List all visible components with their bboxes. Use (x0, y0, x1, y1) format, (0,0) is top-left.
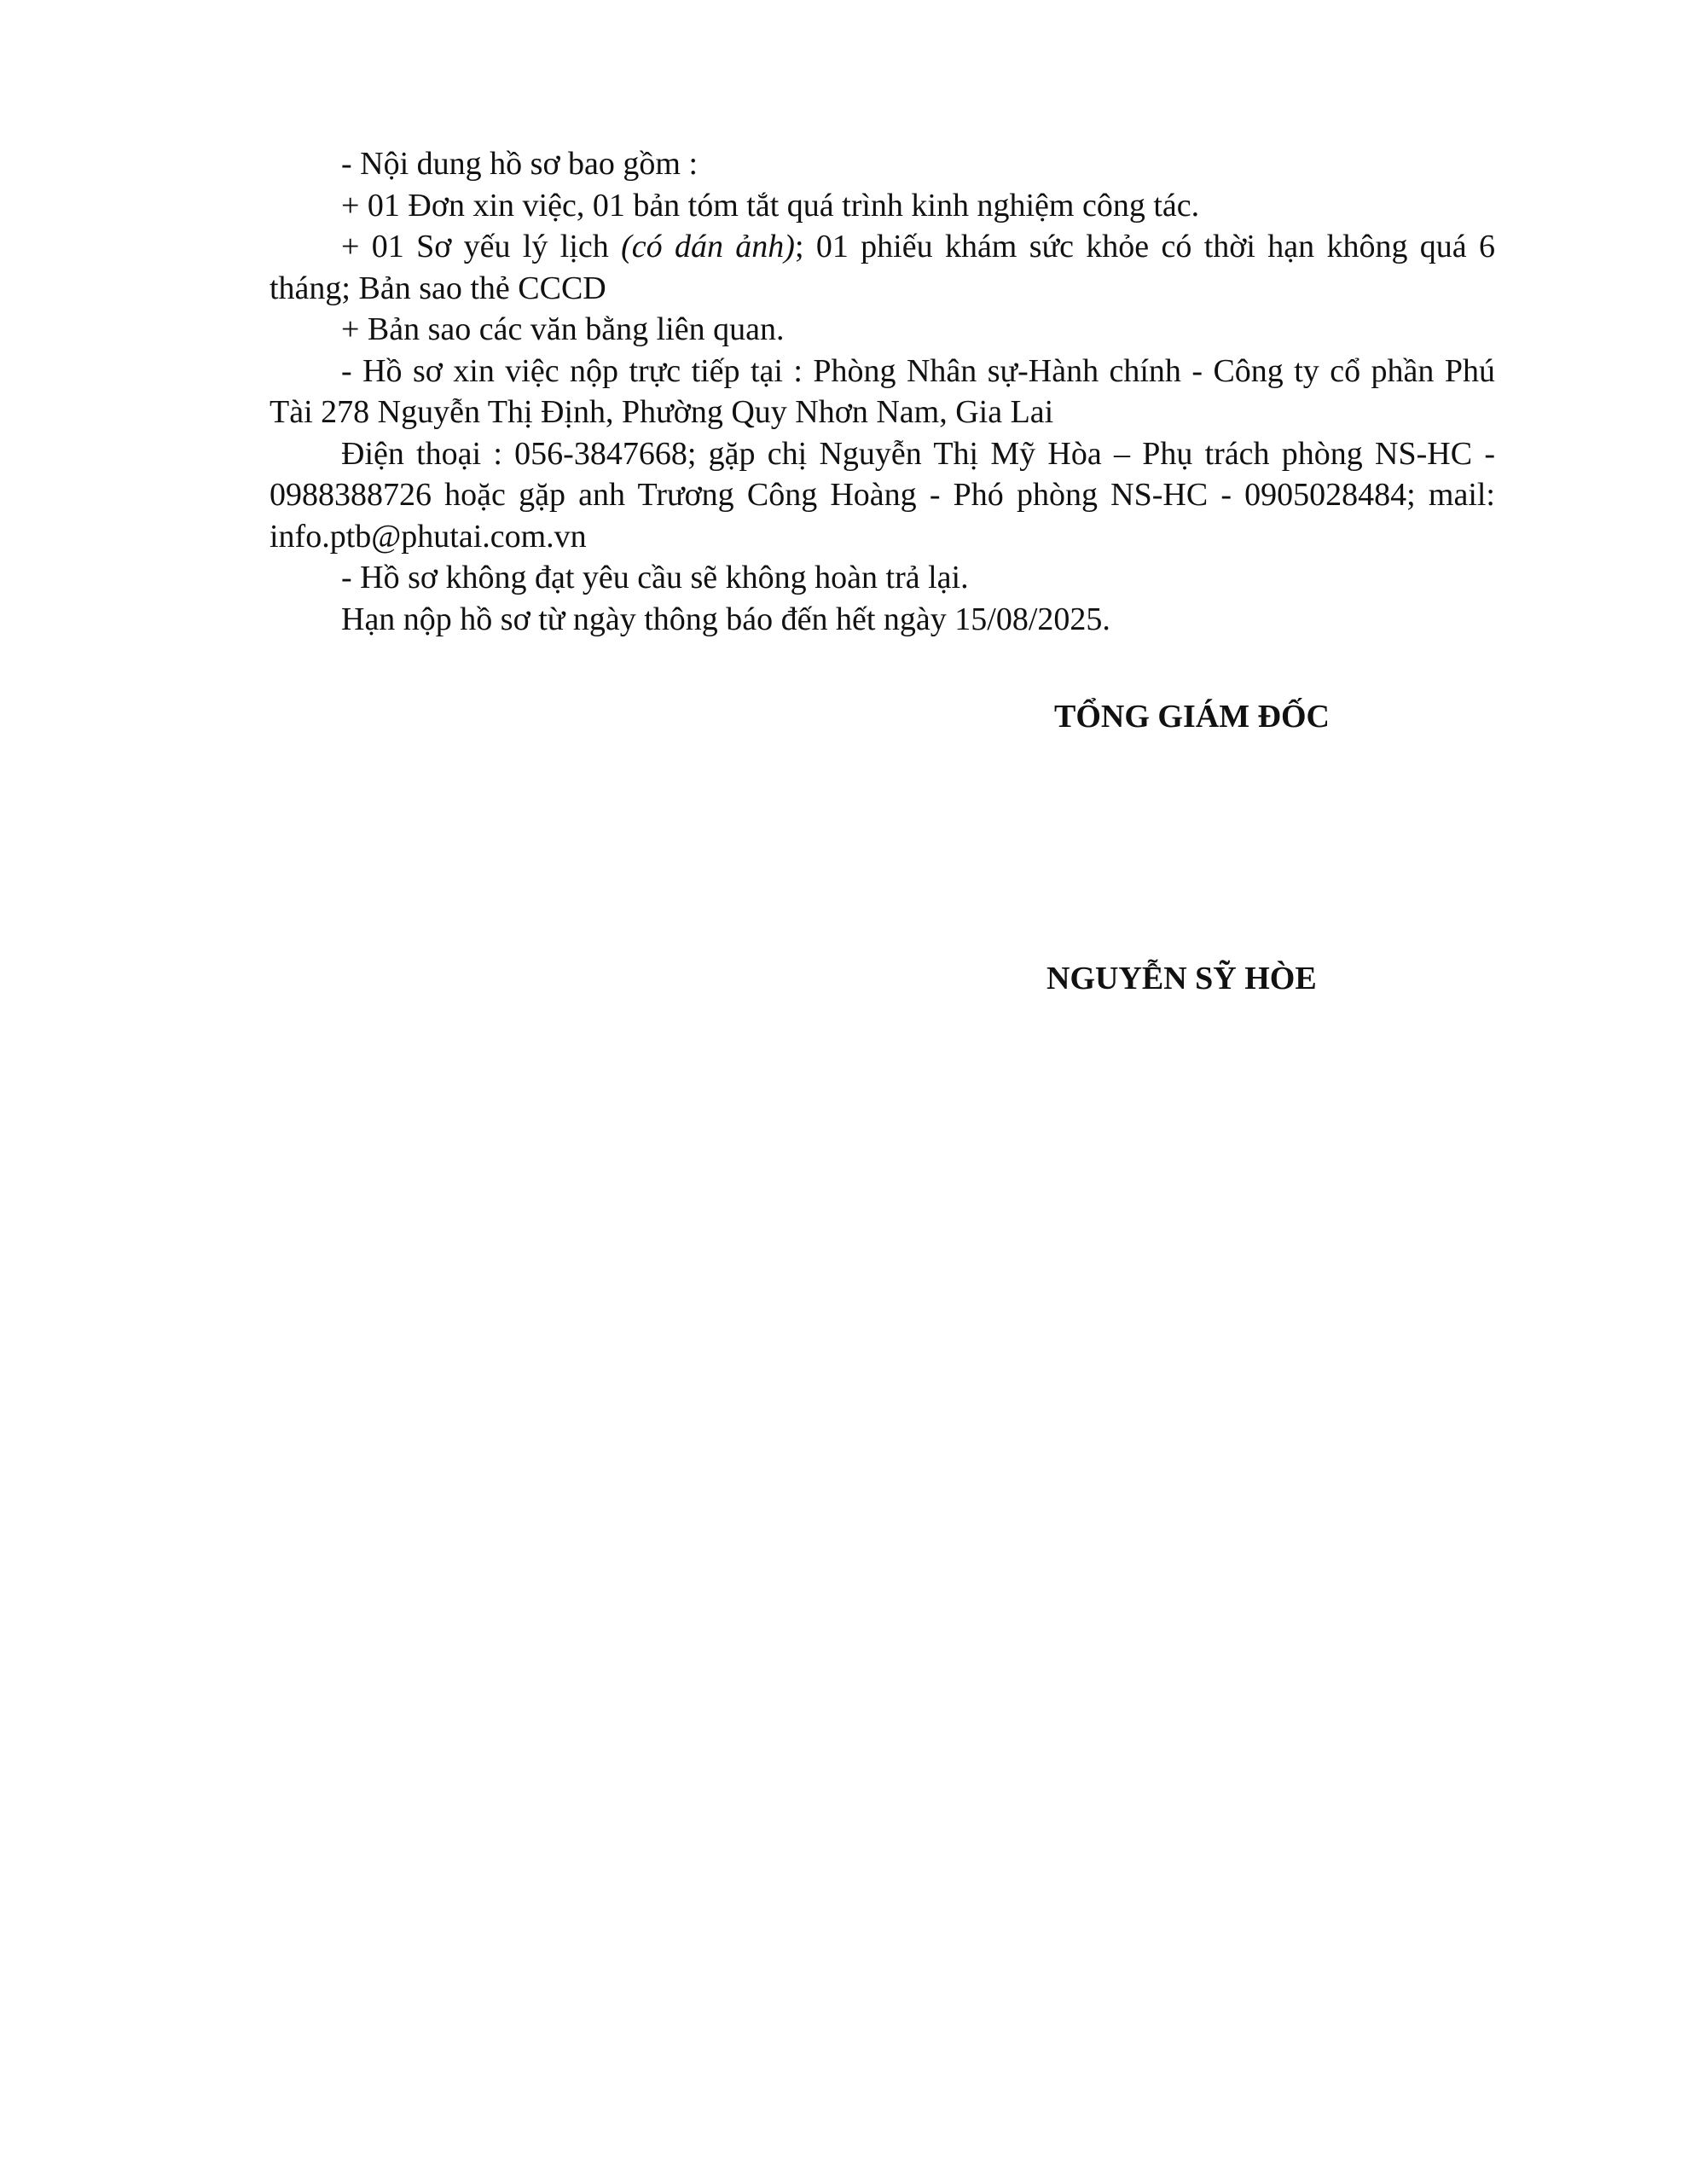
cv-text-before: + 01 Sơ yếu lý lịch (341, 229, 622, 264)
line-diploma-copies: + Bản sao các văn bằng liên quan. (341, 311, 785, 347)
line-application-letter: + 01 Đơn xin việc, 01 bản tóm tắt quá trình kinh nghiệm công tác. (341, 187, 1200, 224)
line-contact-info: Điện thoại : 056-3847668; gặp chị Nguyễn Thị Mỹ Hòa – Phụ trách phòng NS-HC - 0988388726 hoặc gặp anh Trương Công Hoàng - Phó phòng NS-HC - 0905028484; mail: info.ptb@phutai.com.vn (270, 435, 1495, 555)
signature-title: TỔNG GIÁM ĐỐC (1054, 699, 1330, 735)
cv-photo-note: (có dán ảnh) (621, 229, 795, 264)
line-dossier-contents: - Nội dung hồ sơ bao gồm : (341, 146, 699, 182)
line-no-return-notice: - Hồ sơ không đạt yêu cầu sẽ không hoàn trả lại. (341, 560, 969, 595)
line-submission-address: - Hồ sơ xin việc nộp trực tiếp tại : Phòng Nhân sự-Hành chính - Công ty cổ phần Phú Tài 278 Nguyễn Thị Định, Phường Quy Nhơn Nam, Gia Lai (270, 352, 1495, 430)
document-body (270, 143, 1495, 640)
line-curriculum-vitae (270, 226, 1495, 309)
cv-text-after: ; 01 phiếu khám sức khỏe có thời hạn không quá 6 tháng; Bản sao thẻ CCCD (270, 229, 1495, 306)
line-deadline: Hạn nộp hồ sơ từ ngày thông báo đến hết ngày 15/08/2025. (341, 601, 1110, 637)
signatory-name: NGUYỄN SỸ HÒE (1046, 961, 1317, 996)
